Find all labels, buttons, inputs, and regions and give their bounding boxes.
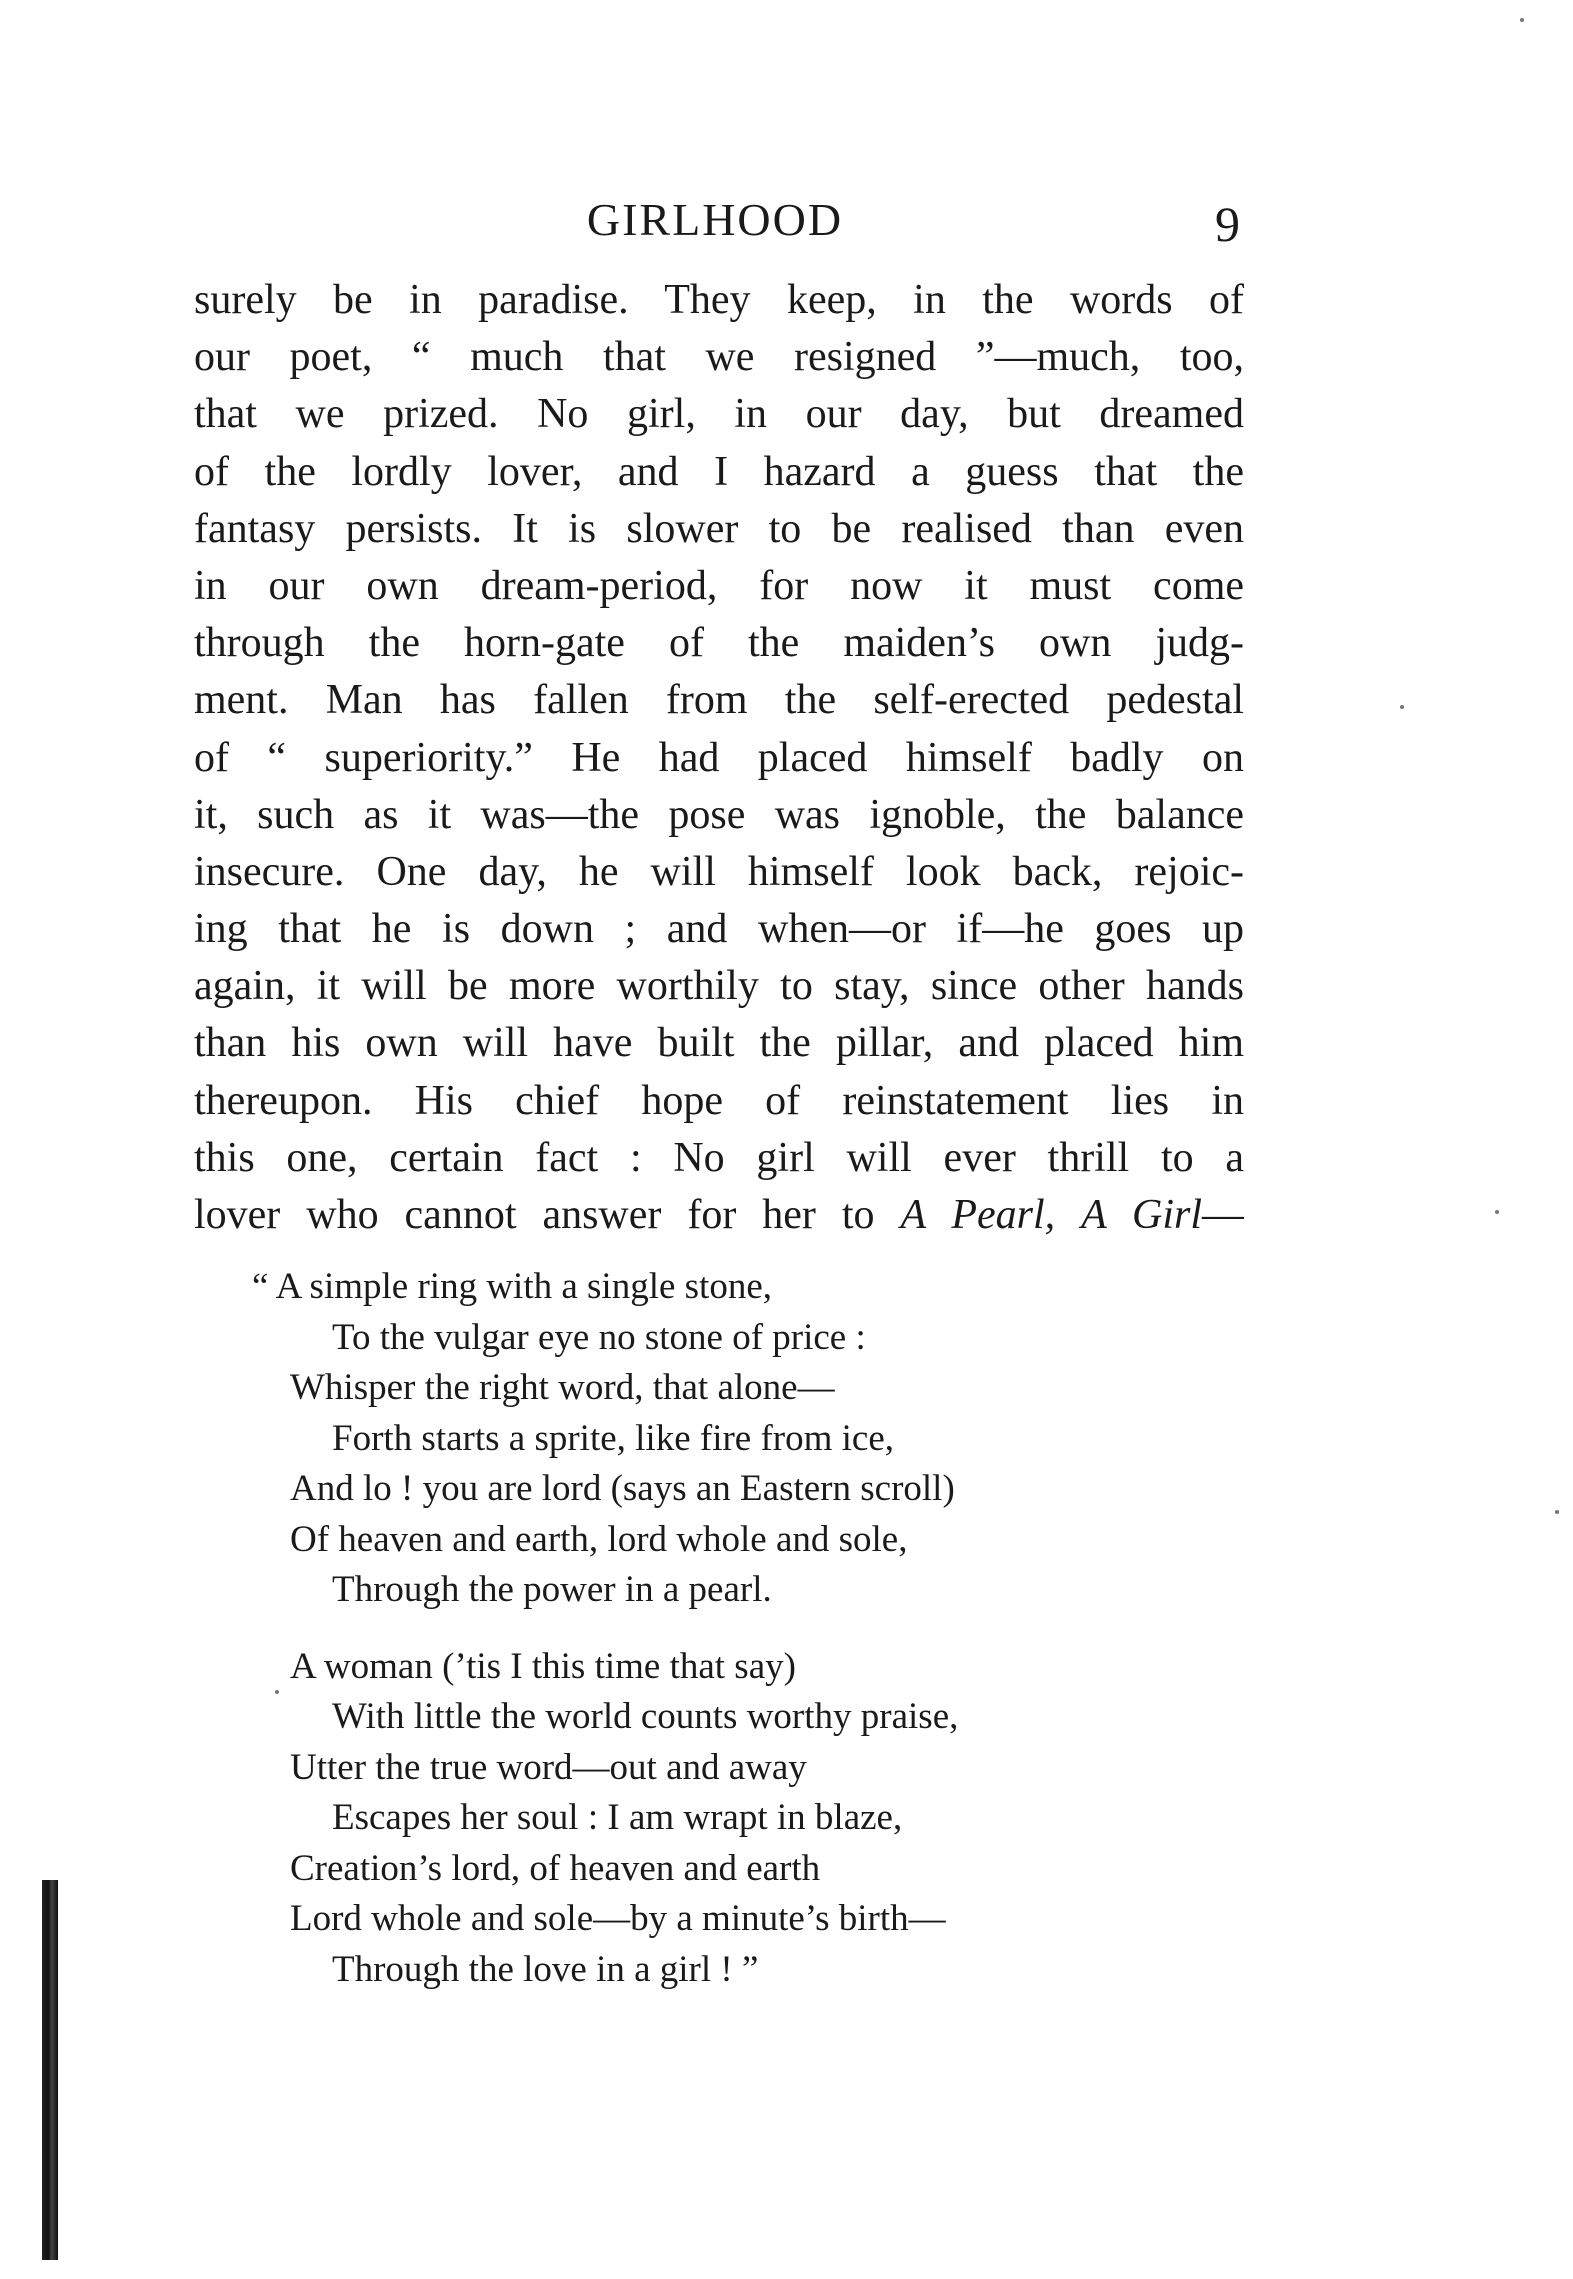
stanza-2	[290, 1642, 1190, 1996]
prose-line: insecure. One day, he will himself look back, rejoic-	[194, 848, 1244, 895]
stanza-1	[252, 1262, 1190, 1616]
verse-line: Through the love in a girl ! ”	[332, 1948, 759, 1990]
prose-line: through the horn-gate of the maiden’s own judg-	[194, 620, 1244, 667]
prose-line: it, such as it was—the pose was ignoble, the balance	[194, 791, 1244, 838]
verse-line: Through the power in a pearl.	[332, 1569, 772, 1610]
poem-quotation	[252, 1262, 1190, 2021]
scan-speck	[1495, 1210, 1499, 1214]
verse-line: Creation’s lord, of heaven and earth	[290, 1847, 821, 1889]
verse-line: Forth starts a sprite, like fire from ice,	[332, 1417, 895, 1459]
verse-line: Of heaven and earth, lord whole and sole,	[290, 1518, 908, 1560]
prose-line: fantasy persists. It is slower to be realised than even	[194, 505, 1244, 552]
prose-line: that we prized. No girl, in our day, but dreamed	[194, 391, 1244, 438]
prose-line: than his own will have built the pillar, and placed him	[194, 1020, 1244, 1067]
scan-speck	[1555, 1510, 1559, 1514]
prose-text: —	[1202, 1192, 1244, 1238]
page-number: 9	[1215, 196, 1240, 252]
prose-line-last	[194, 1187, 1244, 1244]
prose-paragraph	[194, 272, 1244, 1244]
prose-text: lover who cannot answer for her to	[194, 1192, 901, 1238]
prose-line: in our own dream-period, for now it must come	[194, 562, 1244, 609]
title-a-girl: A Girl	[1081, 1192, 1203, 1238]
verse-line: Utter the true word—out and away	[290, 1746, 807, 1788]
scan-binding-edge	[42, 1880, 58, 2260]
running-title: GIRLHOOD	[586, 194, 844, 245]
prose-line: again, it will be more worthily to stay, since other hands	[194, 963, 1244, 1010]
prose-text	[1055, 1192, 1081, 1238]
verse-line: And lo ! you are lord (says an Eastern scroll)	[290, 1468, 955, 1509]
scan-speck	[1400, 705, 1404, 709]
verse-line: To the vulgar eye no stone of price :	[332, 1316, 866, 1358]
prose-line: our poet, “ much that we resigned ”—much, too,	[194, 334, 1244, 381]
prose-line: surely be in paradise. They keep, in the words of	[194, 277, 1244, 323]
verse-line: Whisper the right word, that alone—	[290, 1367, 835, 1408]
title-a-pearl: A Pearl,	[900, 1192, 1056, 1238]
scan-speck	[275, 1690, 279, 1694]
prose-line: ment. Man has fallen from the self-erected pedestal	[194, 677, 1244, 724]
running-head	[190, 190, 1240, 250]
verse-line: “ A simple ring with a single stone,	[252, 1266, 773, 1307]
verse-line: A woman (’tis I this time that say)	[290, 1645, 796, 1687]
prose-line: of “ superiority.” He had placed himself badly on	[194, 734, 1244, 781]
prose-line: of the lordly lover, and I hazard a guess that the	[194, 448, 1244, 495]
scan-speck	[1520, 18, 1524, 22]
prose-line: ing that he is down ; and when—or if—he goes up	[194, 906, 1244, 953]
verse-line: With little the world counts worthy praise,	[332, 1696, 959, 1737]
prose-line: thereupon. His chief hope of reinstatement lies in	[194, 1077, 1244, 1124]
prose-line: this one, certain fact : No girl will ever thrill to a	[194, 1134, 1244, 1181]
verse-line: Escapes her soul : I am wrapt in blaze,	[332, 1797, 903, 1838]
verse-line: Lord whole and sole—by a minute’s birth—	[290, 1898, 946, 1939]
